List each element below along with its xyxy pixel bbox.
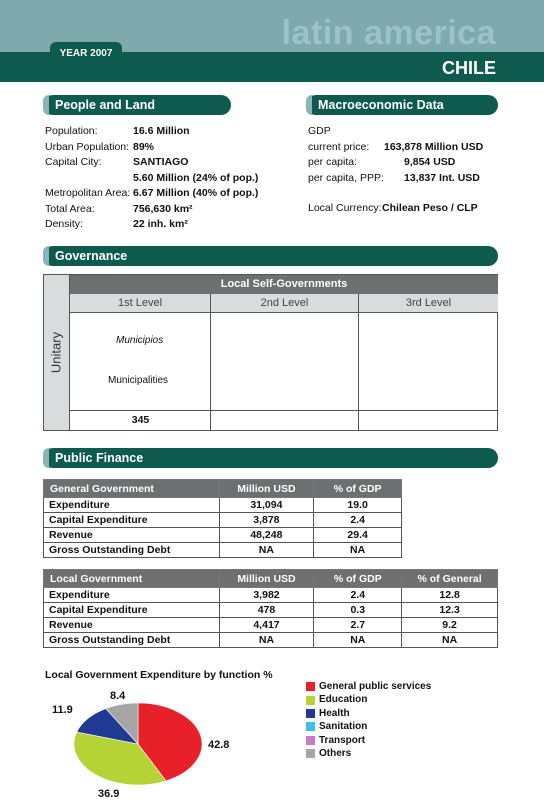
macro-rows (308, 140, 483, 187)
general-header-row (44, 480, 402, 498)
general-col-header: General Government (44, 480, 220, 498)
local-col-header: % of General (402, 570, 498, 588)
legend-label: Education (319, 694, 368, 706)
people-land-row (45, 155, 258, 171)
local-col-header: % of GDP (314, 570, 402, 588)
legend-label: Others (319, 748, 352, 760)
people-land-row (45, 171, 258, 187)
table-cell: 2.7 (314, 618, 402, 633)
table-cell: NA (314, 633, 402, 648)
table-cell: Revenue (44, 618, 220, 633)
row-value: 22 inh. km² (133, 218, 188, 230)
table-row (44, 543, 402, 558)
table-row (44, 618, 498, 633)
table-cell: NA (219, 633, 314, 648)
table-cell: Capital Expenditure (44, 513, 220, 528)
legend-label: Health (319, 707, 350, 719)
local-col-header: Million USD (219, 570, 314, 588)
row-value: SANTIAGO (133, 156, 189, 168)
row-value: 13,837 Int. USD (404, 171, 480, 184)
local-government-table (43, 569, 498, 648)
pie-legend (306, 680, 431, 760)
table-cell: NA (402, 633, 498, 648)
year-tab: YEAR 2007 (50, 42, 122, 64)
gov-level-3-header: 3rd Level (359, 294, 498, 312)
country-name: CHILE (442, 58, 496, 78)
macro-row (308, 155, 483, 171)
pie-data-label: 42.8 (208, 739, 230, 751)
macro-row (308, 140, 483, 156)
people-land-row (45, 217, 258, 233)
legend-item (306, 707, 431, 720)
local-header-row (44, 570, 498, 588)
table-cell: 0.3 (314, 603, 402, 618)
table-cell: 31,094 (219, 498, 314, 513)
legend-item (306, 747, 431, 760)
row-value: 163,878 Million USD (384, 140, 484, 153)
level-1-count: 345 (131, 414, 150, 426)
legend-swatch (306, 682, 315, 691)
table-cell: 29.4 (314, 528, 402, 543)
legend-label: General public services (319, 681, 432, 692)
table-cell: Gross Outstanding Debt (44, 543, 220, 558)
unitary-label: Unitary (48, 331, 64, 374)
legend-swatch (306, 709, 315, 718)
row-label: per capita, PPP: (308, 171, 384, 184)
gov-level-3-cell (359, 312, 498, 410)
gov-level-2-header: 2nd Level (211, 294, 359, 312)
row-label: Urban Population: (45, 140, 130, 153)
local-col-header: Local Government (44, 570, 220, 588)
legend-item (306, 693, 431, 706)
table-cell: 3,982 (219, 588, 314, 603)
table-cell: 12.8 (402, 588, 498, 603)
row-value: 9,854 USD (404, 156, 456, 168)
table-cell: Expenditure (44, 588, 220, 603)
people-land-row (45, 202, 258, 218)
governance-heading: Governance (43, 246, 498, 266)
row-value: 89% (133, 140, 155, 153)
gov-level-2-cell (211, 312, 359, 410)
table-cell: Revenue (44, 528, 220, 543)
row-label: Density: (45, 218, 83, 230)
table-cell: Capital Expenditure (44, 603, 220, 618)
macro-heading: Macroeconomic Data (306, 95, 498, 115)
gov-side-label (44, 275, 70, 430)
gov-level-1-cell (70, 312, 211, 410)
table-cell: 2.4 (314, 588, 402, 603)
table-cell: 3,878 (219, 513, 314, 528)
row-label: Capital City: (45, 156, 102, 168)
legend-item (306, 734, 431, 747)
people-land-row (45, 140, 258, 156)
table-cell: Gross Outstanding Debt (44, 633, 220, 648)
general-body (44, 498, 402, 558)
table-cell: 2.4 (314, 513, 402, 528)
legend-swatch (306, 722, 315, 731)
gov-level-1-header: 1st Level (70, 294, 211, 312)
currency-row (308, 201, 483, 217)
row-label: Metropolitan Area: (45, 187, 131, 199)
table-row (44, 498, 402, 513)
gov-count-cell-2 (211, 410, 359, 430)
pie-data-label: 11.9 (52, 704, 73, 716)
row-value: 5.60 Million (24% of pop.) (133, 171, 259, 184)
row-label: per capita: (308, 156, 358, 168)
table-cell: 478 (219, 603, 314, 618)
row-label: Total Area: (45, 202, 95, 215)
currency-value: Chilean Peso / CLP (382, 202, 478, 214)
general-col-header: % of GDP (314, 480, 402, 498)
region-title: latin america (281, 14, 496, 52)
people-land-heading: People and Land (43, 95, 231, 115)
legend-label: Transport (319, 734, 366, 746)
table-cell: NA (219, 543, 314, 558)
pie-chart-title: Local Government Expenditure by function % (45, 669, 273, 681)
table-row (44, 633, 498, 648)
legend-swatch (306, 696, 315, 705)
table-cell: 19.0 (314, 498, 402, 513)
pie-data-label: 8.4 (110, 690, 126, 702)
table-cell: 9.2 (402, 618, 498, 633)
table-row (44, 603, 498, 618)
legend-label: Sanitation (319, 721, 368, 733)
level-1-local-name: Municipios (116, 335, 164, 346)
table-cell: 4,417 (219, 618, 314, 633)
people-land-row (45, 124, 258, 140)
legend-item (306, 680, 431, 693)
governance-table (43, 274, 498, 431)
table-row (44, 513, 402, 528)
row-value: 16.6 Million (133, 125, 190, 137)
table-cell: 48,248 (219, 528, 314, 543)
row-label: Population: (45, 125, 98, 137)
row-label: current price: (308, 140, 370, 153)
legend-swatch (306, 749, 315, 758)
pie-data-label: 36.9 (98, 788, 120, 800)
row-value: 756,630 km² (133, 202, 193, 215)
table-cell: NA (314, 543, 402, 558)
level-1-english-name: Municipalities (108, 375, 169, 386)
expenditure-pie-chart (40, 680, 240, 800)
macro-row (308, 171, 483, 187)
general-col-header: Million USD (219, 480, 314, 498)
table-row (44, 528, 402, 543)
people-land-list (45, 124, 258, 233)
table-cell: 12.3 (402, 603, 498, 618)
local-body (44, 588, 498, 648)
row-value: 6.67 Million (40% of pop.) (133, 187, 259, 199)
gov-count-cell-3 (359, 410, 498, 430)
legend-swatch (306, 736, 315, 745)
general-government-table (43, 479, 402, 558)
table-row (44, 588, 498, 603)
macro-list (308, 124, 483, 217)
public-finance-heading: Public Finance (43, 448, 498, 468)
table-cell: Expenditure (44, 498, 220, 513)
legend-item (306, 720, 431, 733)
currency-label: Local Currency: (308, 202, 382, 214)
people-land-row (45, 186, 258, 202)
gov-table-title: Local Self-Governments (70, 275, 498, 294)
gdp-label: GDP (308, 125, 331, 137)
